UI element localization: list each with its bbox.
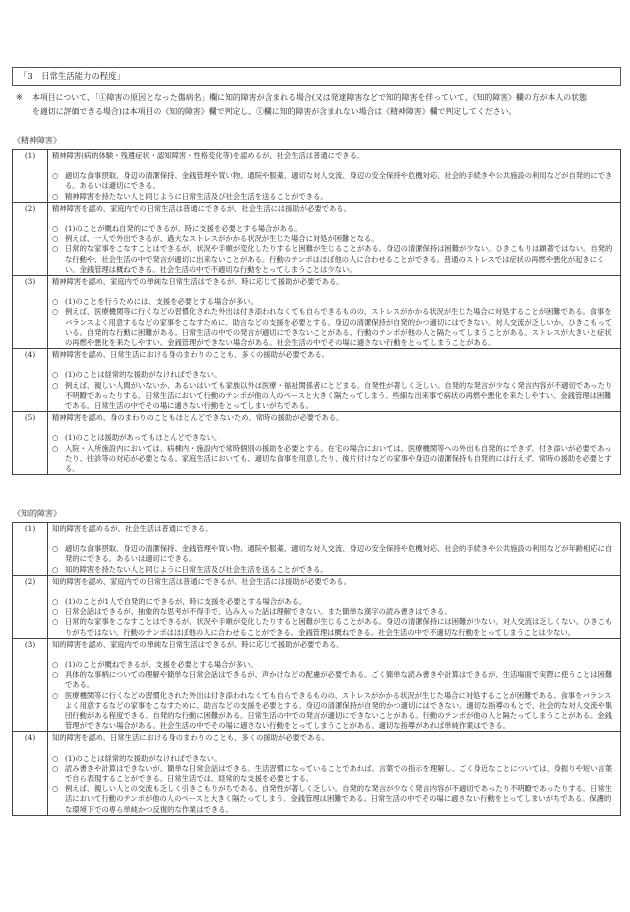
item-text: 例えば、親しい人間がいないか、あるいはいても家族以外は医療・福祉関係者にとどまる。自発性が著しく乏しい。自発的な発言が少なく発言内容が不適切であったり不明瞭であったりする。日常生活において行動のテンポが他の人のペースと大きく隔たってしまう。些細な出来事で病状の再燃や悪化を来たしやすい。金銭管理は困難である。日常生活の中でその場に適さない行動をとってしまいがちである。	[65, 380, 613, 411]
circle-bullet-icon: ○	[52, 753, 59, 763]
note-line-2: を適切に評価できる場合)は本項目の《知的障害》欄で判定し、①欄に知的障害が含まれない場合は《精神障害》欄で判定してください。	[32, 106, 517, 116]
grade-items	[52, 660, 617, 731]
grade-items	[52, 297, 617, 348]
item-text: 例えば、一人で外出できるが、過大なストレスがかかる状況が生じた場合に対処が困難となる。	[65, 234, 379, 244]
circle-bullet-icon: ○	[52, 433, 59, 443]
list-item	[52, 607, 617, 617]
circle-bullet-icon: ○	[52, 244, 59, 254]
item-text: (1)のことを行うためには、支援を必要とする場合が多い。	[65, 297, 258, 307]
circle-bullet-icon: ○	[52, 597, 59, 607]
circle-bullet-icon: ○	[52, 670, 59, 680]
grade-heading: 知的障害を認めるが、社会生活は普通にできる。	[52, 524, 213, 533]
list-item	[52, 670, 617, 690]
list-item	[52, 433, 617, 443]
grade-number: (4)	[13, 732, 48, 815]
circle-bullet-icon: ○	[52, 690, 59, 700]
grade-items	[52, 224, 617, 275]
list-item	[52, 192, 617, 202]
grade-heading: 知的障害を認め、日常生活における身のまわりのことも、多くの援助が必要である。	[52, 733, 329, 743]
list-item	[52, 691, 617, 732]
grade-number: (5)	[13, 412, 48, 475]
circle-bullet-icon: ○	[52, 191, 59, 201]
list-item	[52, 764, 617, 784]
list-item	[52, 754, 617, 764]
grade-heading: 精神障害を認め、身のまわりのこともほとんどできないため、常時の援助が必要である。	[52, 413, 344, 423]
list-item	[52, 234, 617, 244]
item-text: 日常的な家事をこなすことはできるが、状況や手順が変化したりすると困難が生じることがある。身辺の清潔保持は困難が少ない。ひきこもりは顕著ではない。自発的な行動や、社会生活の中で発言が適切に出来ないことがある。行動のテンポはほぼ他の人に合わせることができる。普通のストレスでは症状の再燃や悪化が起きにくい。金銭管理は概ねできる。社会生活の中で不適切な行動をとってしまうことは少ない。	[65, 244, 613, 274]
item-text: (1)のことは経常的な援助がなければできない。	[65, 370, 222, 380]
grade-row	[13, 523, 621, 576]
grade-description	[48, 349, 621, 412]
circle-bullet-icon: ○	[52, 234, 59, 244]
grade-items	[52, 370, 617, 411]
item-text: 例えば、親しい人との交流も乏しく引きこもりがちである。自発性が著しく乏しい。自発的な発言が少なく発言内容が不適切であったり不明瞭であったりする。日常生活において行動のテンポが他の人のペースと大きく隔たってしまう。金銭管理は困難である。日常生活の中でその場に適さない行動をとってしまいがちである。保護的な環境下での専ら単純かつ反復的な作業はできる。	[65, 784, 613, 814]
list-item	[52, 171, 617, 191]
grade-number: (3)	[13, 638, 48, 732]
intellectual-grade-table	[12, 522, 621, 816]
grade-row	[13, 150, 621, 203]
grade-description	[48, 202, 621, 275]
grade-row	[13, 412, 621, 475]
grade-items	[52, 754, 617, 815]
grade-heading: 精神障害を認め、家庭内での日常生活は普通にできるが、社会生活には援助が必要である。	[52, 203, 351, 213]
grade-description	[48, 412, 621, 475]
circle-bullet-icon: ○	[52, 224, 59, 234]
item-text: 適切な食事摂取、身辺の清潔保持、金銭管理や買い物、通院や服薬、適切な対人交流、身辺の安全保持や危機対応、社会的手続きや公共施設の利用などが年齢相応に自発的にできる。あるいは適切にできる。	[65, 544, 613, 564]
item-text: 例えば、医療機関等に行くなどの習慣化された外出は付き添われなくても自らできるものの、ストレスがかかる状況が生じた場合に対処することが困難である。食事をバランスよく用意するなどの家事をこなすために、助言などの支援を必要とする。身辺の清潔保持が自発的かつ適切にはできない。対人交流が乏しいか、ひきこもっている。自発的な行動に困難がある。日常生活の中での発言が適切にできないことがある。行動のテンポが他の人と隔たってしまうことがある。ストレスが大きいと症状の再燃や悪化を来たしやすい。金銭管理ができない場合がある。社会生活の中でその場に適さない行動をとってしまうことがある。	[65, 307, 613, 348]
list-item	[52, 370, 617, 380]
grade-number: (1)	[13, 523, 48, 576]
mental-grade-table	[12, 149, 621, 475]
circle-bullet-icon: ○	[52, 544, 59, 554]
grade-items	[52, 433, 617, 474]
circle-bullet-icon: ○	[52, 763, 59, 773]
circle-bullet-icon: ○	[52, 307, 59, 317]
grade-heading: 精神障害(病的体験・残遺症状・認知障害・性格変化等)を認めるが、社会生活は普通にできる。	[52, 151, 365, 160]
grade-heading: 知的障害を認め、家庭内での日常生活は普通にできるが、社会生活には援助が必要である。	[52, 576, 351, 586]
circle-bullet-icon: ○	[52, 617, 59, 627]
grade-row	[13, 575, 621, 638]
item-text: 知的障害を持たない人と同じように日常生活及び社会生活を送ることができる。	[65, 564, 328, 574]
grade-row	[13, 349, 621, 412]
list-item	[52, 660, 617, 670]
grade-items	[52, 171, 617, 202]
circle-bullet-icon: ○	[52, 660, 59, 670]
grade-items	[52, 544, 617, 575]
list-item	[52, 381, 617, 412]
grade-heading: 知的障害を認め、家庭内での単純な日常生活はできるが、時に応じて援助が必要である。	[52, 639, 344, 649]
item-text: (1)のことは援助があってもほとんどできない。	[65, 433, 222, 443]
list-item	[52, 565, 617, 575]
mental-grade-rows	[13, 150, 621, 475]
grade-description	[48, 150, 621, 203]
grade-description	[48, 575, 621, 638]
grade-number: (2)	[13, 575, 48, 638]
note-line-1: 本項目について、「①障害の原因となった傷病名」欄に知的障害が含まれる場合(又は発達障害などで知的障害を伴っていて、《知的障害》欄の方が本人の状態	[32, 93, 587, 102]
item-text: (1)のことが1人で自発的にできるが、時に支援を必要とする場合がある。	[65, 597, 307, 607]
circle-bullet-icon: ○	[52, 370, 59, 380]
mental-section-label: 《精神障害》	[13, 136, 61, 145]
list-item	[52, 544, 617, 564]
item-text: 具体的な事柄についての理解や簡単な日常会話はできるが、声かけなどの配慮が必要である。ごく簡単な読み書きや計算はできるが、生活場面で実際に使うことは困難である。	[65, 670, 613, 690]
item-text: 読み書きや計算はできないが、簡単な日常会話はできる。生活習慣になっていることであれば、言葉での指示を理解し、ごく身近なことについては、身振りや短い言葉で自ら表現することができる。日常生活では、経常的な支援を必要とする。	[65, 763, 613, 784]
list-item	[52, 307, 617, 348]
section-title: 「3 日常生活能力の程度」	[19, 71, 125, 81]
list-item	[52, 444, 617, 475]
item-text: 入院・入所施設内においては、病棟内・施設内で常時個別の援助を必要とする。在宅の場合においては、医療機関等への外出も自発的にできず、付き添いが必要であったり、往診等の対応が必要となる。家庭生活においても、適切な食事を用意したり、後片付けなどの家事や身辺の清潔保持も自発的には行えず、常時の援助を必要とする。	[65, 443, 612, 474]
intellectual-grade-rows	[13, 523, 621, 816]
grade-description	[48, 276, 621, 349]
list-item	[52, 597, 617, 607]
grade-number: (2)	[13, 202, 48, 275]
circle-bullet-icon: ○	[52, 564, 59, 574]
grade-number: (1)	[13, 150, 48, 203]
grade-description	[48, 638, 621, 732]
circle-bullet-icon: ○	[52, 607, 59, 617]
grade-description	[48, 732, 621, 815]
item-text: (1)のことは経常的な援助がなければできない。	[65, 753, 222, 763]
intellectual-section-label: 《知的障害》	[13, 509, 61, 518]
list-item	[52, 244, 617, 275]
note	[16, 91, 616, 118]
circle-bullet-icon: ○	[52, 443, 59, 453]
circle-bullet-icon: ○	[52, 171, 59, 181]
grade-description	[48, 523, 621, 576]
item-text: 日常的な家事をこなすことはできるが、状況や手順が変化したりすると困難が生じることがある。身辺の清潔保持には困難が少ない。対人交流は乏しくない。ひきこもりがちではない。行動のテンポはほぼ他の人に合わせることができる。金銭管理は概ねできる。社会生活の中で不適切な行動をとってしまうことは少ない。	[65, 617, 613, 637]
grade-row	[13, 732, 621, 815]
list-item	[52, 617, 617, 637]
grade-heading: 精神障害を認め、日常生活における身のまわりのことも、多くの援助が必要である。	[52, 350, 329, 360]
note-mark: ※	[16, 93, 23, 102]
circle-bullet-icon: ○	[52, 784, 59, 794]
grade-row	[13, 276, 621, 349]
grade-number: (3)	[13, 276, 48, 349]
list-item	[52, 784, 617, 815]
item-text: 精神障害を持たない人と同じように日常生活及び社会生活を送ることができる。	[65, 191, 328, 201]
grade-number: (4)	[13, 349, 48, 412]
item-text: 日常会話はできるが、抽象的な思考が不得手で、込み入った話は理解できない。また簡単な漢字の読み書きはできる。	[65, 607, 452, 617]
item-text: (1)のことが概ね自発的にできるが、時に支援を必要とする場合がある。	[65, 224, 302, 234]
grade-items	[52, 597, 617, 638]
item-text: 適切な食事摂取、身辺の清潔保持、金銭管理や買い物、通院や服薬、適切な対人交流、身辺の安全保持や危機対応、社会的手続きや公共施設の利用などが自発的にできる。あるいは適切にできる。	[65, 171, 613, 191]
circle-bullet-icon: ○	[52, 380, 59, 390]
item-text: 医療機関等に行くなどの習慣化された外出は付き添われなくても自らできるものの、ストレスがかかる状況が生じた場合に対処することが困難である。食事をバランスよく用意するなどの家事をこなすために、助言などの支援を必要とする。身辺の清潔保持が自発的かつ適切にはできない。適切な指導のもとで、社会的な対人交流や集団行動がある程度できる。自発的な行動に困難がある。日常生活の中での発言が適切にできないことがある。行動のテンポが他の人と隔たってしまうことがある。金銭管理ができない場合がある。社会生活の中でその場に適さない行動をとってしまうことがある。適切な指導があれば単純作業はできる。	[65, 690, 613, 731]
list-item	[52, 297, 617, 307]
grade-row	[13, 638, 621, 732]
grade-row	[13, 202, 621, 275]
grade-heading: 精神障害を認め、家庭内での単純な日常生活はできるが、時に応じて援助が必要である。	[52, 277, 344, 287]
list-item	[52, 224, 617, 234]
section-title-box	[12, 67, 621, 86]
circle-bullet-icon: ○	[52, 297, 59, 307]
item-text: (1)のことが概ねできるが、支援を必要とする場合が多い。	[65, 660, 258, 670]
